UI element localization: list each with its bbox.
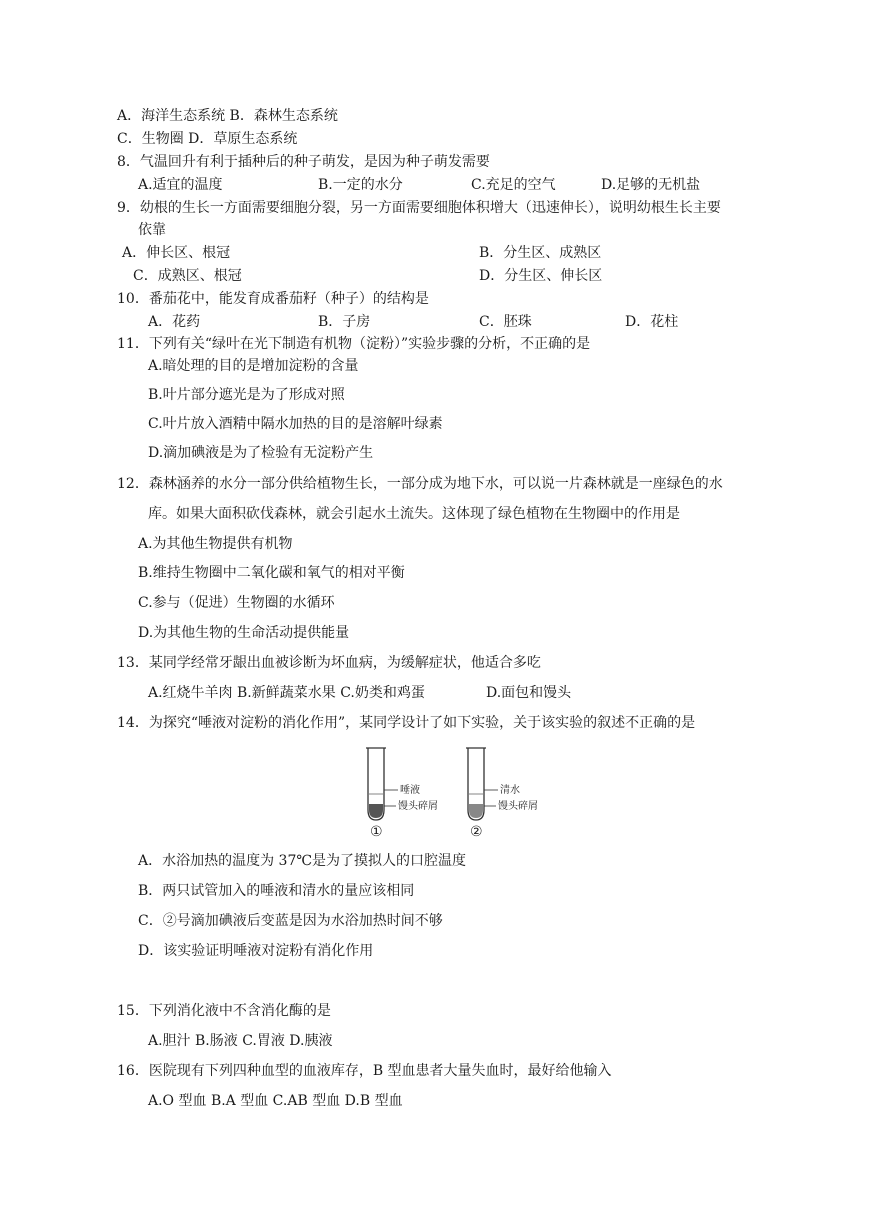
q9-stem-line1: 9．幼根的生长一方面需要细胞分裂，另一方面需要细胞体积增大（迅速伸长），说明幼根生长主要 [117, 200, 721, 216]
q8-option-a: A.适宜的温度 [138, 177, 223, 193]
q10-option-c: C．胚珠 [479, 314, 532, 330]
q14-option-b: B．两只试管加入的唾液和清水的量应该相同 [138, 883, 415, 899]
q12-option-d: D.为其他生物的生命活动提供能量 [138, 625, 350, 641]
test-tube-2 [466, 748, 538, 840]
q9-option-c: C．成熟区、根冠 [133, 268, 242, 284]
q12-option-a: A.为其他生物提供有机物 [138, 536, 293, 552]
test-tube-1 [366, 748, 438, 840]
q10-option-a: A．花药 [148, 314, 201, 330]
q7-options-row1: A．海洋生态系统 B．森林生态系统 [117, 108, 338, 124]
q15-stem: 15．下列消化液中不含消化酶的是 [117, 1003, 331, 1019]
q15-options: A.胆汁 B.肠液 C.胃液 D.胰液 [148, 1033, 333, 1049]
q10-stem: 10．番茄花中，能发育成番茄籽（种子）的结构是 [117, 291, 429, 307]
q14-option-c: C．②号滴加碘液后变蓝是因为水浴加热时间不够 [138, 913, 443, 929]
tube2-label-bread: 馒头碎屑 [498, 801, 538, 812]
q11-stem: 11．下列有关“绿叶在光下制造有机物（淀粉）”实验步骤的分析，不正确的是 [117, 336, 591, 352]
q11-option-b: B.叶片部分遮光是为了形成对照 [148, 387, 345, 403]
q8-option-b: B.一定的水分 [318, 177, 403, 193]
q14-stem: 14．为探究“唾液对淀粉的消化作用”，某同学设计了如下实验，关于该实验的叙述不正确的是 [117, 715, 696, 731]
q8-option-d: D.足够的无机盐 [601, 177, 701, 193]
q10-option-b: B．子房 [318, 314, 371, 330]
q12-stem-line1: 12．森林涵养的水分一部分供给植物生长，一部分成为地下水，可以说一片森林就是一座绿色的水 [117, 476, 723, 492]
q8-stem: 8．气温回升有利于插种后的种子萌发，是因为种子萌发需要 [117, 154, 490, 170]
q10-option-d: D．花柱 [625, 314, 679, 330]
q12-option-c: C.参与（促进）生物圈的水循环 [138, 595, 335, 611]
q9-option-b: B．分生区、成熟区 [479, 245, 602, 261]
q11-option-a: A.暗处理的目的是增加淀粉的含量 [148, 358, 359, 374]
q11-option-d: D.滴加碘液是为了检验有无淀粉产生 [148, 445, 374, 461]
q11-option-c: C.叶片放入酒精中隔水加热的目的是溶解叶绿素 [148, 416, 443, 432]
q7-options-row2: C．生物圈 D．草原生态系统 [117, 131, 298, 147]
q14-option-a: A．水浴加热的温度为 37℃是为了摸拟人的口腔温度 [138, 853, 467, 869]
test-tube-figure [352, 744, 552, 842]
tube2-label-water: 清水 [500, 785, 520, 796]
q16-stem: 16．医院现有下列四种血型的血液库存，B 型血患者大量失血时，最好给他输入 [117, 1063, 612, 1079]
q9-option-d: D．分生区、伸长区 [479, 268, 603, 284]
q8-option-c: C.充足的空气 [471, 177, 556, 193]
q13-option-d: D.面包和馒头 [486, 685, 572, 701]
q16-options: A.O 型血 B.A 型血 C.AB 型血 D.B 型血 [148, 1093, 403, 1109]
tube1-number: ① [370, 824, 383, 840]
q9-option-a: A．伸长区、根冠 [122, 245, 231, 261]
tube1-label-bread: 馒头碎屑 [398, 801, 438, 812]
q13-stem: 13．某同学经常牙龈出血被诊断为坏血病，为缓解症状，他适合多吃 [117, 655, 541, 671]
q9-stem-line2: 依靠 [138, 222, 166, 238]
q13-options-row1: A.红烧牛羊肉 B.新鲜蔬菜水果 C.奶类和鸡蛋 [148, 685, 425, 701]
q12-stem-line2: 库。如果大面积砍伐森林，就会引起水土流失。这体现了绿色植物在生物圈中的作用是 [148, 506, 680, 522]
q12-option-b: B.维持生物圈中二氧化碳和氧气的相对平衡 [138, 565, 405, 581]
tube2-number: ② [470, 824, 483, 840]
q14-option-d: D．该实验证明唾液对淀粉有消化作用 [138, 943, 374, 959]
tube1-label-saliva: 唾液 [400, 785, 420, 796]
